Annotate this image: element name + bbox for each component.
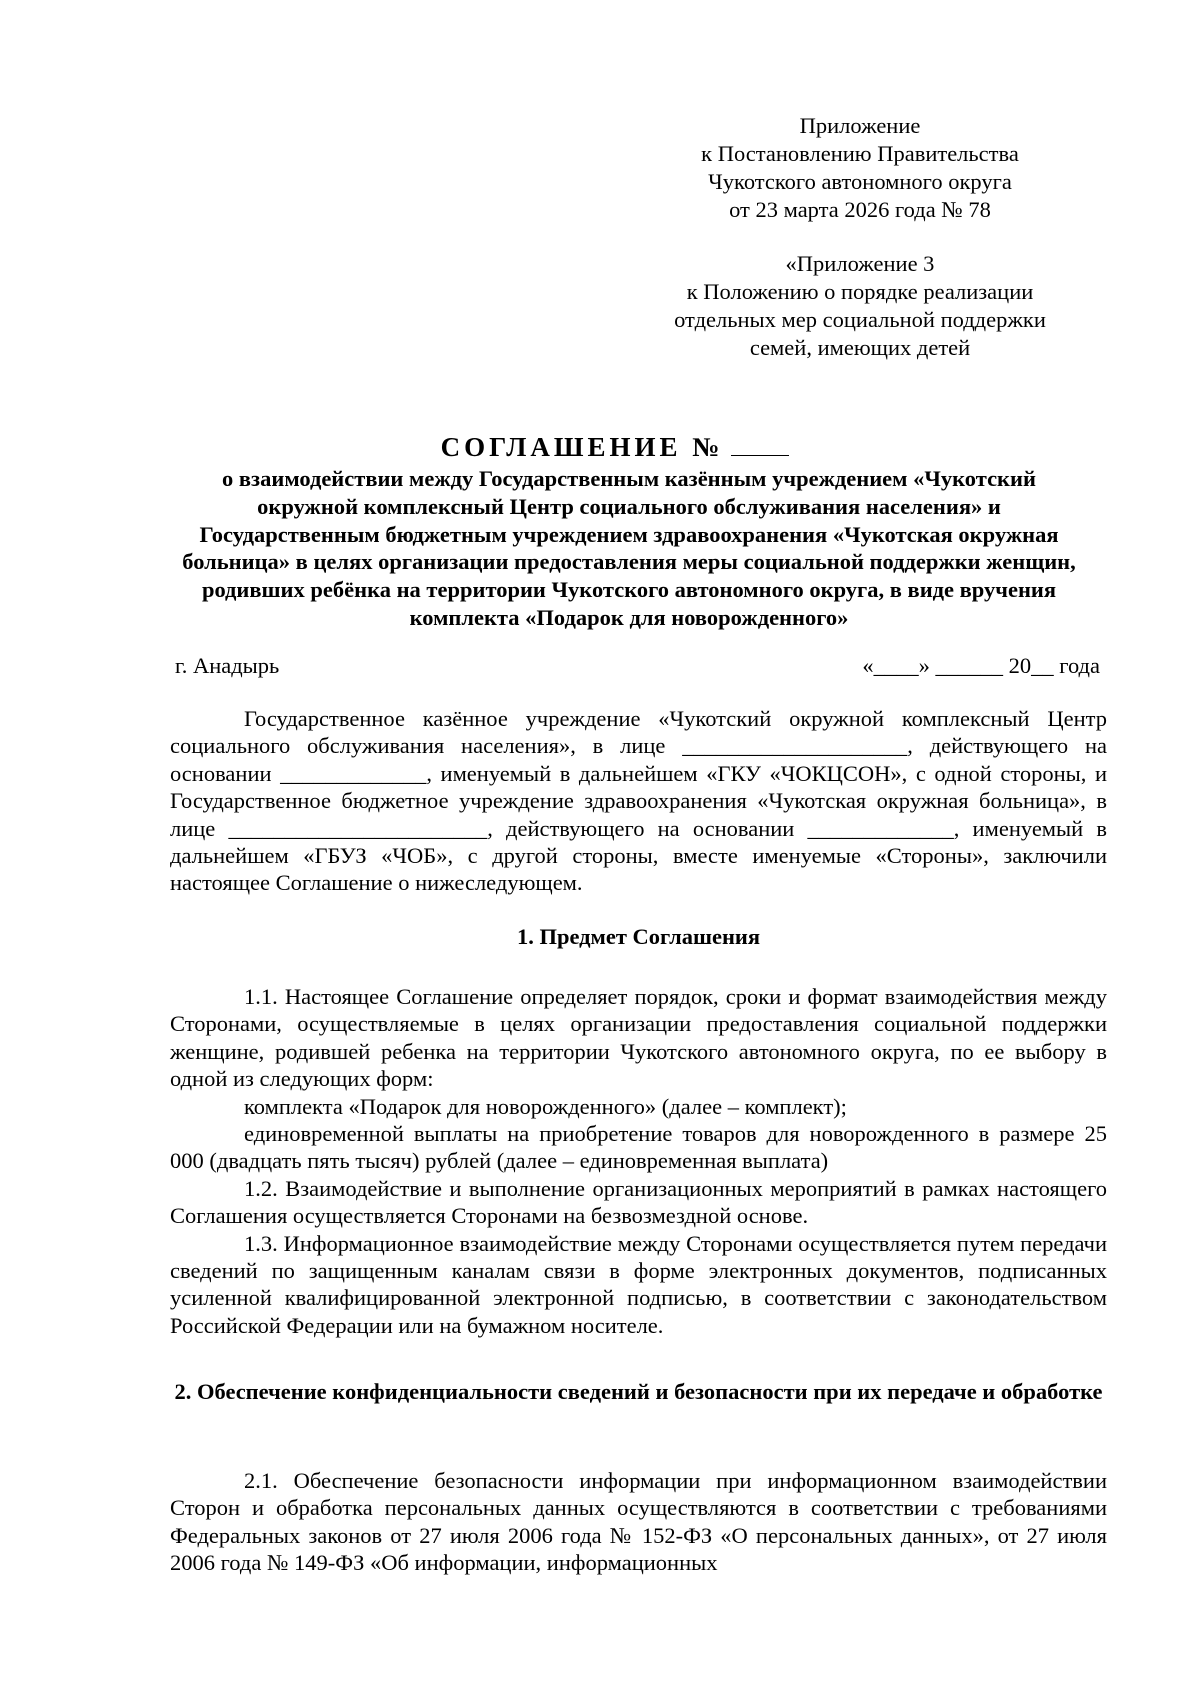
section2-body [170, 1467, 1107, 1577]
agreement-number-blank [731, 431, 789, 456]
section2-heading: 2. Обеспечение конфиденциальности сведений и безопасности при их передаче и обработке [174, 1379, 1103, 1404]
place-date-row [175, 652, 1100, 682]
preamble-paragraph: Государственное казённое учреждение «Чукотский окружной комплексный Центр социального обслуживания населения», в лице ____________________, действующего на основании _____________, именуемый в дальнейшем «ГКУ «ЧОКЦСОН», с одной стороны, и Государственное бюджетное учреждение здравоохранения «Чукотская окружная больница», в лице _______________________, действующего на основании _____________, именуемый в дальнейшем «ГБУЗ «ЧОБ», с другой стороны, вместе именуемые «Стороны», заключили настоящее Соглашение о нижеследующем. [170, 706, 1107, 896]
appendix-ref-line: к Положению о порядке реализации [686, 279, 1034, 304]
appendix-ref-line: семей, имеющих детей [749, 335, 971, 360]
list-item-kit: комплекта «Подарок для новорожденного» (далее – комплект); [244, 1093, 847, 1119]
date-text: «____» ______ 20__ года [862, 653, 1100, 678]
appendix-header [600, 112, 1120, 224]
paragraph-1-2: 1.2. Взаимодействие и выполнение организационных мероприятий в рамках настоящего Соглашения осуществляется Сторонами на безвозмездной основе. [170, 1175, 1107, 1229]
paragraph-1-1: 1.1. Настоящее Соглашение определяет порядок, сроки и формат взаимодействия между Сторонами, осуществляемые в целях организации предоставления социальной поддержки женщине, родившей ребенка на территории Чукотского автономного округа, по ее выбору в одной из следующих форм: [170, 984, 1107, 1092]
agreement-title [150, 430, 1080, 464]
appendix-reference [600, 250, 1120, 362]
preamble-block [170, 705, 1107, 897]
section1-heading: 1. Предмет Соглашения [516, 924, 761, 949]
paragraph-2-1: 2.1. Обеспечение безопасности информации при информационном взаимодействии Сторон и обработка персональных данных осуществляются в соответствии с требованиями Федеральных законов от 27 июля 2006 года № 152-ФЗ «О персональных данных», от 27 июля 2006 года № 149-ФЗ «Об информации, информационных [170, 1468, 1107, 1576]
place-text: г. Анадырь [175, 653, 280, 678]
agreement-subtitle: о взаимодействии между Государственным казённым учреждением «Чукотский окружной комплексный Центр социального обслуживания населения» и Государственным бюджетным учреждением здравоохранения «Чукотская окружная больница» в целях организации предоставления меры социальной поддержки женщин, родивших ребёнка на территории Чукотского автономного округа, в виде вручения комплекта «Подарок для новорожденного» [182, 466, 1076, 630]
appendix-line: Чукотского автономного округа [708, 169, 1012, 194]
paragraph-1-3: 1.3. Информационное взаимодействие между Сторонами осуществляется путем передачи сведений по защищенным каналам связи в форме электронных документов, подписанных усиленной квалифицированной электронной подписью, в соответствии с законодательством Российской Федерации или на бумажном носителе. [170, 1230, 1107, 1338]
appendix-ref-line: отдельных мер социальной поддержки [674, 307, 1046, 332]
appendix-ref-line: «Приложение 3 [785, 251, 935, 276]
section1-body [170, 983, 1107, 1339]
agreement-title-text: СОГЛАШЕНИЕ № [440, 432, 724, 462]
appendix-line: к Постановлению Правительства [701, 141, 1019, 166]
list-item-payment: единовременной выплаты на приобретение товаров для новорожденного в размере 25 000 (двадцать пять тысяч) рублей (далее – единовременная выплата) [170, 1121, 1107, 1174]
appendix-line: от 23 марта 2026 года № 78 [729, 197, 991, 222]
appendix-line: Приложение [799, 113, 921, 138]
